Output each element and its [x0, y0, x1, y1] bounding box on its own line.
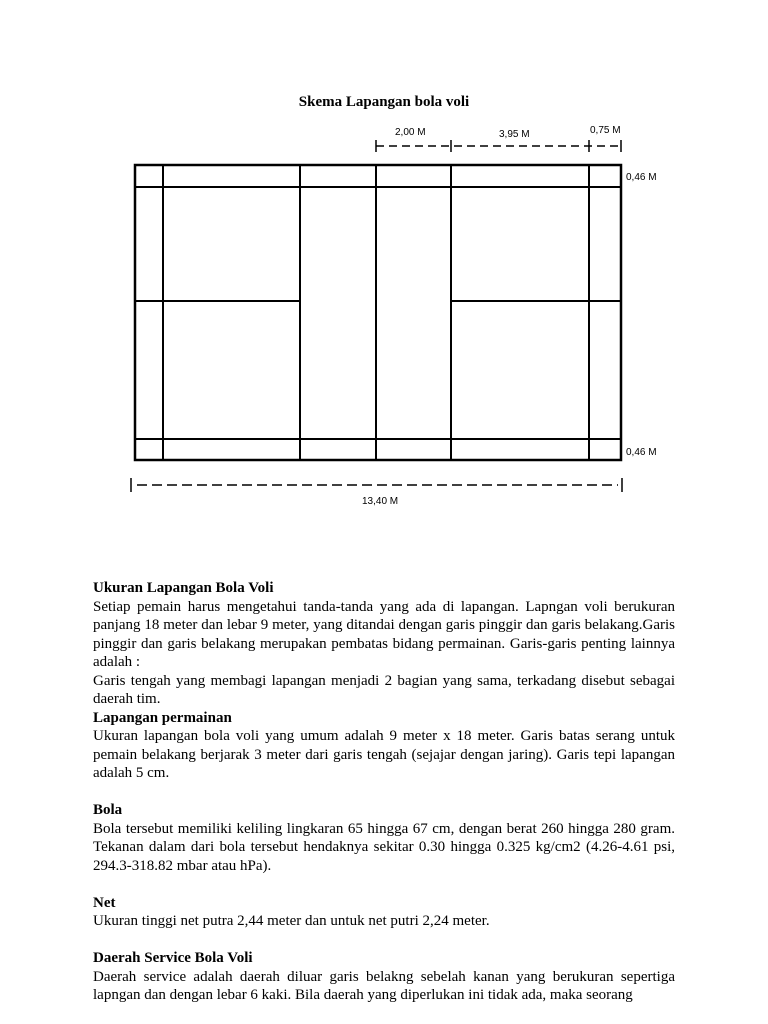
page-title: Skema Lapangan bola voli: [298, 94, 470, 110]
heading-ukuran: Ukuran Lapangan Bola Voli: [93, 580, 274, 596]
paragraph-ukuran-1: Setiap pemain harus mengetahui tanda-tanda yang ada di lapangan. Lapngan voli berukuran panjang 18 meter dan lebar 9 meter, yang ditandai dengan garis pinggir dan garis belakang.Garis pinggir dan garis belakang merupakan pembatas bidang permainan. Garis-garis penting lainnya adalah :: [93, 598, 675, 670]
heading-bola: Bola: [93, 802, 123, 818]
dim-bottom: 13,40 M: [362, 496, 399, 507]
dim-top-2: 3,95 M: [499, 129, 530, 140]
body-text: [93, 579, 675, 1005]
paragraph-bola: Bola tersebut memiliki keliling lingkaran 65 hingga 67 cm, dengan berat 260 hingga 280 gram. Tekanan dalam dari bola tersebut hendaknya sekitar 0.30 hingga 0.325 kg/cm2 (4.26-4.61 psi, 294.3-318.82 mbar atau hPa).: [93, 820, 675, 874]
paragraph-lapangan: Ukuran lapangan bola voli yang umum adalah 9 meter x 18 meter. Garis batas serang untuk pemain belakang berjarak 3 meter dari garis tengah (sejajar dengan jaring). Garis tepi lapangan adalah 5 cm.: [93, 728, 675, 781]
heading-lapangan: Lapangan permainan: [93, 709, 232, 726]
paragraph-ukuran-2: Garis tengah yang membagi lapangan menjadi 2 bagian yang sama, terkadang disebut sebagai daerah tim.: [93, 672, 675, 707]
paragraph-service: Daerah service adalah daerah diluar garis belakng sebelah kanan yang berukuran sepertiga lapngan dan dengan lebar 6 kaki. Bila daerah yang diperlukan ini tidak ada, maka seorang: [93, 968, 675, 1003]
paragraph-net: Ukuran tinggi net putra 2,44 meter dan untuk net putri 2,24 meter.: [93, 913, 490, 929]
dim-right-top: 0,46 M: [626, 172, 657, 183]
dim-top-1: 2,00 M: [395, 127, 426, 138]
heading-net: Net: [93, 894, 116, 911]
court-outer-boundary: [135, 165, 621, 460]
dim-top-3: 0,75 M: [590, 125, 621, 136]
dim-right-bottom: 0,46 M: [626, 447, 657, 458]
heading-service: Daerah Service Bola Voli: [93, 950, 253, 966]
